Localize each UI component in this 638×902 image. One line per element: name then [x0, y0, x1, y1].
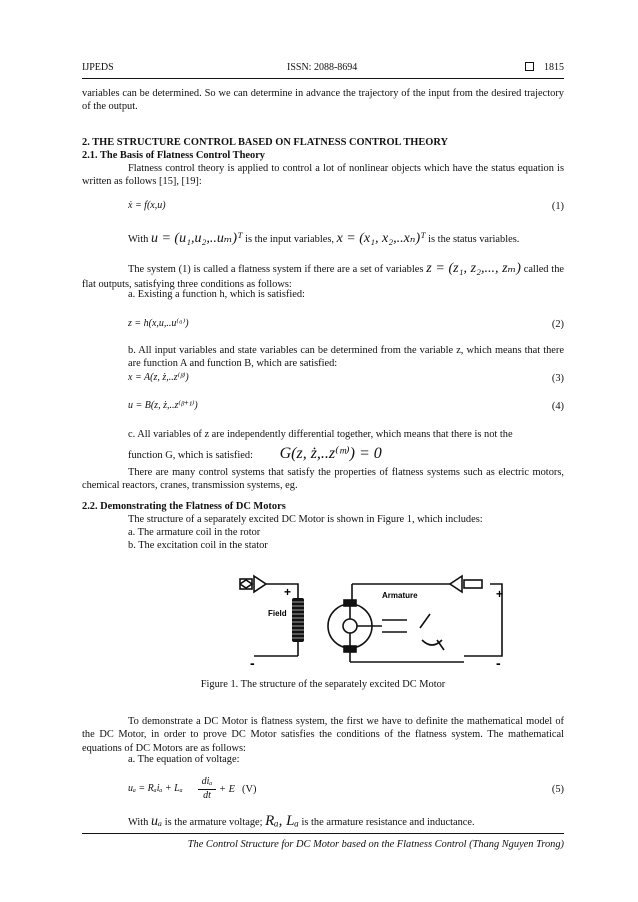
page-number-wrap — [525, 62, 564, 75]
footer-rule — [82, 833, 564, 834]
figure-minus-left: - — [250, 655, 255, 670]
running-header — [82, 62, 564, 76]
condition-a: a. Existing a function h, which is satisfied: — [128, 289, 305, 300]
item-excitation-coil: b. The excitation coil in the stator — [128, 540, 268, 551]
ua-symbol: uₐ — [150, 814, 163, 829]
item-voltage-equation: a. The equation of voltage: — [128, 754, 240, 765]
checkbox-icon — [525, 62, 534, 71]
armature-definitions: With uₐ is the armature voltage; Rₐ, Lₐ is the armature resistance and inductance. — [128, 813, 475, 829]
figure-caption: Figure 1. The structure of the separately excited DC Motor — [200, 679, 446, 690]
intro-paragraph: variables can be determined. So we can determine in advance the trajectory of the input from the desired trajectory of the output. — [82, 88, 564, 113]
condition-c: c. All variables of z are independently differential together, which means that there is not the function G, which is satisfied: G(z, ż,..z⁽ᵐ⁾) = 0 — [128, 429, 513, 463]
page-number: 1815 — [544, 62, 564, 73]
paragraph-flatness-system: The system (1) is called a flatness system if there are a set of variables z = (z₁, z₂,..., zₘ) called the flat outputs, satisfying three conditions as follows: — [82, 261, 565, 290]
section-2-2-heading: 2.2. Demonstrating the Flatness of DC Motors — [82, 501, 286, 512]
u-definition: u = (u₁,u₂,..uₘ)ᵀ — [150, 231, 243, 246]
paragraph-examples: There are many control systems that satisfy the properties of flatness systems such as electric motors, chemical reactors, cranes, transmission systems, eg. — [82, 467, 564, 492]
paragraph-flatness-basis: Flatness control theory is applied to control a lot of nonlinear objects which have the status equation is written as follows [15], [19]: — [82, 163, 564, 188]
equation-g: G(z, ż,..z⁽ᵐ⁾) = 0 — [279, 445, 382, 463]
fraction-di-dt: diₐ dt — [198, 776, 216, 803]
figure-plus-right: + — [496, 587, 504, 601]
item-armature-coil: a. The armature coil in the rotor — [128, 527, 261, 538]
paragraph-demonstrate: To demonstrate a DC Motor is flatness system, the first we have to definite the mathematical model of the DC Motor, in order to prove DC Motor satisfies the conditions of the flatness system. The mathematical equations of DC Motors are as follows: — [82, 716, 564, 754]
figure-field-label: Field — [268, 609, 287, 618]
issn: ISSN: 2088-8694 — [287, 62, 358, 73]
equation-5: uₐ = Rₐiₐ + Lₐ diₐ dt + E (V) (5) — [128, 776, 564, 801]
condition-b: b. All input variables and state variables can be determined from the variable z, which means that there are function A and function B, which are satisfied: — [128, 345, 564, 370]
x-definition: x = (x₁, x₂,..xₙ)ᵀ — [336, 231, 426, 246]
paper-page — [82, 0, 564, 902]
figure-plus-left: + — [284, 585, 292, 599]
figure-minus-right: - — [496, 655, 501, 670]
ra-la-symbols: Rₐ, Lₐ — [265, 813, 299, 829]
header-rule — [82, 78, 564, 79]
section-2-1-heading: 2.1. The Basis of Flatness Control Theory — [82, 150, 266, 161]
section-2-heading: 2. THE STRUCTURE CONTROL BASED ON FLATNESS CONTROL THEORY — [82, 137, 448, 148]
equation-4: u = B(z, ż,..z⁽ᵝ⁺¹⁾) (4) — [128, 400, 564, 412]
journal-name: IJPEDS — [82, 62, 114, 73]
equation-1: ẋ = f(x,u) (1) — [128, 200, 564, 212]
with-line: With u = (u₁,u₂,..uₘ)ᵀ is the input variables, x = (x₁, x₂,..xₙ)ᵀ is the status variables. — [128, 231, 520, 246]
figure-armature-label: Armature — [382, 591, 418, 600]
equation-2: z = h(x,u,..u⁽ᵅ⁾) (2) — [128, 318, 564, 330]
figure-dc-motor — [232, 570, 522, 670]
z-definition: z = (z₁, z₂,..., zₘ) — [426, 261, 521, 276]
running-footer: The Control Structure for DC Motor based on the Flatness Control (Thang Nguyen Trong) — [187, 839, 564, 850]
paragraph-structure: The structure of a separately excited DC Motor is shown in Figure 1, which includes: — [128, 514, 483, 525]
equation-3: x = A(z, ż,..z⁽ᵝ⁾) (3) — [128, 372, 564, 384]
